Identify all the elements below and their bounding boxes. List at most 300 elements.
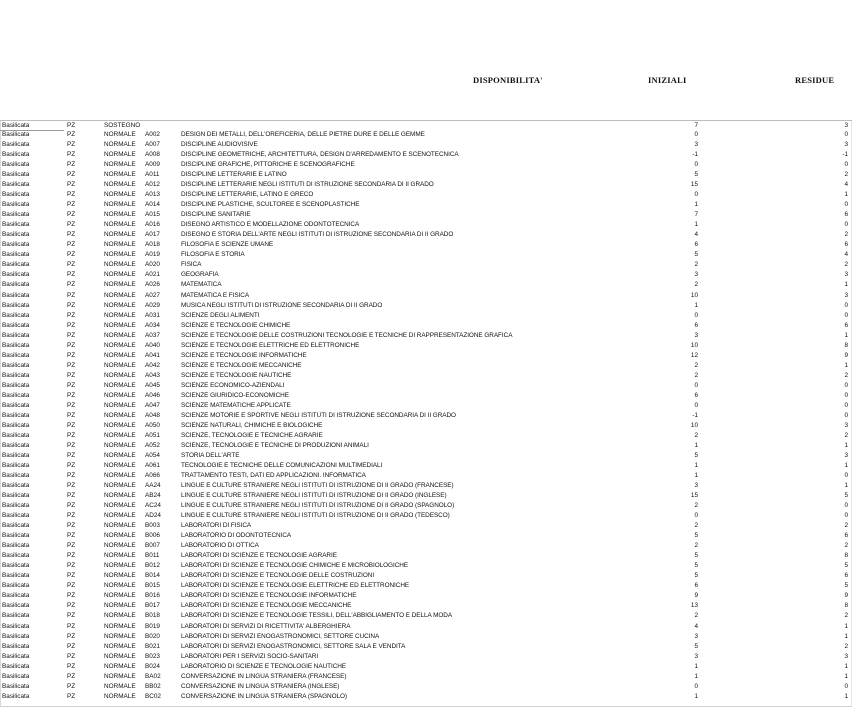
cell-iniziali[interactable]: 2 [694, 542, 698, 550]
cell-iniziali[interactable]: 2 [694, 261, 698, 269]
cell-tipo[interactable]: NORMALE [104, 522, 136, 530]
cell-regione[interactable]: Basilicata [2, 361, 30, 369]
cell-descrizione[interactable]: SCIENZE E TECNOLOGIE MECCANICHE [181, 361, 302, 369]
cell-descrizione[interactable]: LABORATORI DI SERVIZI ENOGASTRONOMICI, SETTORE CUCINA [181, 632, 380, 640]
cell-regione[interactable]: Basilicata [2, 401, 30, 409]
cell-descrizione[interactable]: DESIGN DEI METALLI, DELL'OREFICERIA, DELLE PIETRE DURE E DELLE GEMME [181, 131, 425, 139]
cell-provincia[interactable]: PZ [67, 241, 76, 249]
cell-regione[interactable]: Basilicata [2, 572, 30, 580]
cell-provincia[interactable]: PZ [67, 371, 76, 379]
cell-tipo[interactable]: NORMALE [104, 301, 136, 309]
cell-iniziali[interactable]: 0 [694, 131, 698, 139]
cell-codice[interactable]: B011 [145, 552, 160, 560]
cell-residue[interactable]: 5 [844, 492, 848, 500]
cell-provincia[interactable]: PZ [67, 321, 76, 329]
cell-tipo[interactable]: NORMALE [104, 321, 136, 329]
cell-residue[interactable]: 1 [844, 191, 848, 199]
cell-provincia[interactable]: PZ [67, 441, 76, 449]
cell-codice[interactable]: A018 [145, 241, 160, 249]
cell-provincia[interactable]: PZ [67, 122, 76, 129]
cell-descrizione[interactable]: LINGUE E CULTURE STRANIERE NEGLI ISTITUTI DI ISTRUZIONE DI II GRADO (INGLESE) [181, 492, 447, 500]
cell-provincia[interactable]: PZ [67, 472, 76, 480]
cell-iniziali[interactable]: 15 [690, 181, 698, 189]
cell-provincia[interactable]: PZ [67, 271, 76, 279]
cell-descrizione[interactable]: DISCIPLINE GEOMETRICHE, ARCHITETTURA, DESIGN D'ARREDAMENTO E SCENOTECNICA [181, 151, 459, 159]
cell-iniziali[interactable]: 1 [694, 462, 698, 470]
cell-regione[interactable]: Basilicata [2, 171, 30, 179]
cell-codice[interactable]: A027 [145, 291, 160, 299]
cell-iniziali[interactable]: 6 [694, 321, 698, 329]
cell-provincia[interactable]: PZ [67, 351, 76, 359]
cell-regione[interactable]: Basilicata [2, 492, 30, 500]
cell-descrizione[interactable]: DISCIPLINE PLASTICHE, SCULTOREE E SCENOPLASTICHE [181, 201, 360, 209]
cell-iniziali[interactable]: 13 [690, 602, 698, 610]
cell-provincia[interactable]: PZ [67, 522, 76, 530]
cell-regione[interactable]: Basilicata [2, 512, 30, 520]
cell-iniziali[interactable]: 7 [694, 122, 698, 129]
cell-residue[interactable]: 3 [844, 271, 848, 279]
cell-tipo[interactable]: NORMALE [104, 381, 136, 389]
cell-descrizione[interactable]: LABORATORI PER I SERVIZI SOCIO-SANITARI [181, 652, 319, 660]
cell-provincia[interactable]: PZ [67, 672, 76, 680]
cell-codice[interactable]: AD24 [145, 512, 161, 520]
cell-descrizione[interactable]: LABORATORI DI SCIENZE E TECNOLOGIE DELLE COSTRUZIONI [181, 572, 375, 580]
cell-iniziali[interactable]: 0 [694, 161, 698, 169]
cell-codice[interactable]: A047 [145, 401, 160, 409]
cell-descrizione[interactable]: CONVERSAZIONE IN LINGUA STRANIERA (FRANCESE) [181, 672, 347, 680]
cell-iniziali[interactable]: 3 [694, 271, 698, 279]
cell-residue[interactable]: 1 [844, 441, 848, 449]
cell-residue[interactable]: 0 [844, 131, 848, 139]
cell-residue[interactable]: 1 [844, 462, 848, 470]
cell-residue[interactable]: 8 [844, 602, 848, 610]
cell-descrizione[interactable]: LABORATORI DI SCIENZE E TECNOLOGIE MECCANICHE [181, 602, 352, 610]
cell-iniziali[interactable]: -1 [692, 151, 698, 159]
cell-residue[interactable]: 0 [844, 381, 848, 389]
cell-provincia[interactable]: PZ [67, 692, 76, 700]
cell-descrizione[interactable]: LINGUE E CULTURE STRANIERE NEGLI ISTITUTI DI ISTRUZIONE DI II GRADO (TEDESCO) [181, 512, 450, 520]
cell-codice[interactable]: A061 [145, 462, 160, 470]
cell-regione[interactable]: Basilicata [2, 131, 30, 139]
cell-residue[interactable]: 0 [844, 311, 848, 319]
cell-regione[interactable]: Basilicata [2, 351, 30, 359]
cell-residue[interactable]: 5 [844, 562, 848, 570]
cell-tipo[interactable]: NORMALE [104, 562, 136, 570]
cell-regione[interactable]: Basilicata [2, 271, 30, 279]
cell-provincia[interactable]: PZ [67, 171, 76, 179]
cell-codice[interactable]: A012 [145, 181, 160, 189]
cell-provincia[interactable]: PZ [67, 572, 76, 580]
cell-tipo[interactable]: NORMALE [104, 542, 136, 550]
cell-tipo[interactable]: SOSTEGNO [104, 122, 141, 129]
cell-tipo[interactable]: NORMALE [104, 411, 136, 419]
cell-provincia[interactable]: PZ [67, 652, 76, 660]
cell-regione[interactable]: Basilicata [2, 321, 30, 329]
cell-regione[interactable]: Basilicata [2, 301, 30, 309]
cell-descrizione[interactable]: MATEMATICA [181, 281, 222, 289]
cell-tipo[interactable]: NORMALE [104, 532, 136, 540]
cell-provincia[interactable]: PZ [67, 161, 76, 169]
cell-codice[interactable]: B007 [145, 542, 160, 550]
cell-tipo[interactable]: NORMALE [104, 141, 136, 149]
cell-codice[interactable]: A002 [145, 131, 160, 139]
cell-provincia[interactable]: PZ [67, 431, 76, 439]
cell-iniziali[interactable]: 5 [694, 171, 698, 179]
cell-tipo[interactable]: NORMALE [104, 201, 136, 209]
cell-provincia[interactable]: PZ [67, 542, 76, 550]
cell-codice[interactable]: A008 [145, 151, 160, 159]
cell-codice[interactable]: A045 [145, 381, 160, 389]
cell-codice[interactable]: B017 [145, 602, 160, 610]
cell-descrizione[interactable]: FILOSOFIA E SCIENZE UMANE [181, 241, 274, 249]
cell-iniziali[interactable]: 4 [694, 231, 698, 239]
cell-provincia[interactable]: PZ [67, 401, 76, 409]
cell-iniziali[interactable]: 5 [694, 552, 698, 560]
cell-regione[interactable]: Basilicata [2, 281, 30, 289]
cell-iniziali[interactable]: 5 [694, 572, 698, 580]
cell-residue[interactable]: 1 [844, 632, 848, 640]
cell-iniziali[interactable]: 9 [694, 592, 698, 600]
cell-descrizione[interactable]: TECNOLOGIE E TECNICHE DELLE COMUNICAZIONI MULTIMEDIALI [181, 462, 383, 470]
cell-iniziali[interactable]: 3 [694, 632, 698, 640]
cell-iniziali[interactable]: 15 [690, 492, 698, 500]
cell-descrizione[interactable]: CONVERSAZIONE IN LINGUA STRANIERA (INGLESE) [181, 682, 340, 690]
cell-iniziali[interactable]: 2 [694, 371, 698, 379]
cell-residue[interactable]: 2 [844, 431, 848, 439]
cell-regione[interactable]: Basilicata [2, 311, 30, 319]
cell-provincia[interactable]: PZ [67, 512, 76, 520]
cell-tipo[interactable]: NORMALE [104, 131, 136, 139]
cell-codice[interactable]: BA02 [145, 672, 161, 680]
cell-provincia[interactable]: PZ [67, 592, 76, 600]
cell-codice[interactable]: B006 [145, 532, 160, 540]
cell-residue[interactable]: 2 [844, 522, 848, 530]
cell-residue[interactable]: 0 [844, 301, 848, 309]
cell-residue[interactable]: 1 [844, 692, 848, 700]
cell-iniziali[interactable]: 2 [694, 522, 698, 530]
cell-regione[interactable]: Basilicata [2, 211, 30, 219]
cell-residue[interactable]: 2 [844, 371, 848, 379]
cell-tipo[interactable]: NORMALE [104, 572, 136, 580]
cell-provincia[interactable]: PZ [67, 381, 76, 389]
cell-codice[interactable]: B015 [145, 582, 160, 590]
cell-tipo[interactable]: NORMALE [104, 271, 136, 279]
cell-tipo[interactable]: NORMALE [104, 612, 136, 620]
cell-descrizione[interactable]: DISCIPLINE GRAFICHE, PITTORICHE E SCENOGRAFICHE [181, 161, 355, 169]
cell-residue[interactable]: 1 [844, 622, 848, 630]
cell-residue[interactable]: 0 [844, 512, 848, 520]
cell-codice[interactable]: B014 [145, 572, 160, 580]
cell-tipo[interactable]: NORMALE [104, 351, 136, 359]
cell-descrizione[interactable]: SCIENZE NATURALI, CHIMICHE E BIOLOGICHE [181, 421, 323, 429]
cell-regione[interactable]: Basilicata [2, 341, 30, 349]
cell-provincia[interactable]: PZ [67, 562, 76, 570]
cell-descrizione[interactable]: DISCIPLINE SANITARIE [181, 211, 251, 219]
cell-regione[interactable]: Basilicata [2, 462, 30, 470]
cell-codice[interactable]: A014 [145, 201, 160, 209]
cell-codice[interactable]: A043 [145, 371, 160, 379]
cell-residue[interactable]: 6 [844, 241, 848, 249]
cell-provincia[interactable]: PZ [67, 552, 76, 560]
cell-regione[interactable]: Basilicata [2, 632, 30, 640]
cell-provincia[interactable]: PZ [67, 642, 76, 650]
cell-iniziali[interactable]: 5 [694, 642, 698, 650]
cell-codice[interactable]: A042 [145, 361, 160, 369]
cell-codice[interactable]: A013 [145, 191, 160, 199]
cell-tipo[interactable]: NORMALE [104, 161, 136, 169]
cell-provincia[interactable]: PZ [67, 602, 76, 610]
cell-tipo[interactable]: NORMALE [104, 421, 136, 429]
cell-codice[interactable]: A066 [145, 472, 160, 480]
cell-tipo[interactable]: NORMALE [104, 451, 136, 459]
cell-regione[interactable]: Basilicata [2, 431, 30, 439]
cell-tipo[interactable]: NORMALE [104, 512, 136, 520]
cell-regione[interactable]: Basilicata [2, 682, 30, 690]
cell-iniziali[interactable]: 10 [690, 421, 698, 429]
cell-descrizione[interactable]: DISCIPLINE LETTERARIE E LATINO [181, 171, 287, 179]
cell-tipo[interactable]: NORMALE [104, 341, 136, 349]
cell-regione[interactable]: Basilicata [2, 241, 30, 249]
cell-codice[interactable]: A052 [145, 441, 160, 449]
cell-tipo[interactable]: NORMALE [104, 171, 136, 179]
cell-provincia[interactable]: PZ [67, 391, 76, 399]
cell-provincia[interactable]: PZ [67, 191, 76, 199]
cell-iniziali[interactable]: 0 [694, 381, 698, 389]
cell-codice[interactable]: A007 [145, 141, 160, 149]
cell-regione[interactable]: Basilicata [2, 181, 30, 189]
cell-descrizione[interactable]: DISEGNO E STORIA DELL'ARTE NEGLI ISTITUTI DI ISTRUZIONE SECONDARIA DI II GRADO [181, 231, 454, 239]
cell-regione[interactable]: Basilicata [2, 552, 30, 560]
cell-residue[interactable]: 0 [844, 201, 848, 209]
cell-residue[interactable]: 9 [844, 351, 848, 359]
cell-regione[interactable]: Basilicata [2, 451, 30, 459]
cell-tipo[interactable]: NORMALE [104, 281, 136, 289]
cell-provincia[interactable]: PZ [67, 131, 76, 139]
cell-residue[interactable]: 3 [844, 122, 848, 129]
cell-residue[interactable]: 0 [844, 221, 848, 229]
cell-regione[interactable]: Basilicata [2, 161, 30, 169]
cell-residue[interactable]: 0 [844, 411, 848, 419]
cell-regione[interactable]: Basilicata [2, 662, 30, 670]
cell-iniziali[interactable]: 3 [694, 331, 698, 339]
cell-tipo[interactable]: NORMALE [104, 361, 136, 369]
cell-provincia[interactable]: PZ [67, 151, 76, 159]
cell-codice[interactable]: A021 [145, 271, 160, 279]
cell-provincia[interactable]: PZ [67, 331, 76, 339]
cell-residue[interactable]: 5 [844, 582, 848, 590]
cell-provincia[interactable]: PZ [67, 662, 76, 670]
cell-iniziali[interactable]: -1 [692, 411, 698, 419]
cell-descrizione[interactable]: LABORATORI DI FISICA [181, 522, 252, 530]
cell-iniziali[interactable]: 1 [694, 201, 698, 209]
cell-residue[interactable]: 1 [844, 482, 848, 490]
cell-codice[interactable]: A050 [145, 421, 160, 429]
cell-descrizione[interactable]: MATEMATICA E FISICA [181, 291, 250, 299]
cell-codice[interactable]: A054 [145, 451, 160, 459]
cell-tipo[interactable]: NORMALE [104, 652, 136, 660]
cell-iniziali[interactable]: 3 [694, 652, 698, 660]
cell-codice[interactable]: A051 [145, 431, 160, 439]
cell-iniziali[interactable]: 0 [694, 512, 698, 520]
cell-descrizione[interactable]: FISICA [181, 261, 202, 269]
cell-provincia[interactable]: PZ [67, 682, 76, 690]
cell-codice[interactable]: A016 [145, 221, 160, 229]
cell-iniziali[interactable]: 5 [694, 451, 698, 459]
cell-provincia[interactable]: PZ [67, 632, 76, 640]
cell-descrizione[interactable]: LABORATORI DI SCIENZE E TECNOLOGIE TESSILI, DELL'ABBIGLIAMENTO E DELLA MODA [181, 612, 453, 620]
cell-codice[interactable]: B020 [145, 632, 160, 640]
cell-residue[interactable]: 8 [844, 552, 848, 560]
cell-descrizione[interactable]: LABORATORIO DI ODONTOTECNICA [181, 532, 292, 540]
cell-regione[interactable]: Basilicata [2, 582, 30, 590]
cell-descrizione[interactable]: SCIENZE E TECNOLOGIE INFORMATICHE [181, 351, 307, 359]
cell-tipo[interactable]: NORMALE [104, 642, 136, 650]
cell-regione[interactable]: Basilicata [2, 692, 30, 700]
cell-residue[interactable]: 4 [844, 251, 848, 259]
cell-regione[interactable]: Basilicata [2, 331, 30, 339]
cell-residue[interactable]: 4 [844, 181, 848, 189]
cell-regione[interactable]: Basilicata [2, 532, 30, 540]
cell-iniziali[interactable]: 2 [694, 431, 698, 439]
cell-residue[interactable]: 2 [844, 612, 848, 620]
cell-codice[interactable]: B023 [145, 652, 160, 660]
cell-provincia[interactable]: PZ [67, 261, 76, 269]
cell-descrizione[interactable]: SCIENZE E TECNOLOGIE ELETTRICHE ED ELETTRONICHE [181, 341, 360, 349]
cell-residue[interactable]: 0 [844, 682, 848, 690]
cell-provincia[interactable]: PZ [67, 301, 76, 309]
cell-provincia[interactable]: PZ [67, 582, 76, 590]
cell-tipo[interactable]: NORMALE [104, 602, 136, 610]
cell-codice[interactable]: B024 [145, 662, 160, 670]
cell-provincia[interactable]: PZ [67, 612, 76, 620]
cell-descrizione[interactable]: FILOSOFIA E STORIA [181, 251, 245, 259]
cell-iniziali[interactable]: 0 [694, 682, 698, 690]
cell-codice[interactable]: A031 [145, 311, 160, 319]
cell-tipo[interactable]: NORMALE [104, 191, 136, 199]
cell-descrizione[interactable]: LABORATORI DI SCIENZE E TECNOLOGIE CHIMICHE E MICROBIOLOGICHE [181, 562, 409, 570]
cell-tipo[interactable]: NORMALE [104, 682, 136, 690]
cell-regione[interactable]: Basilicata [2, 151, 30, 159]
cell-residue[interactable]: 3 [844, 421, 848, 429]
cell-codice[interactable]: A046 [145, 391, 160, 399]
cell-iniziali[interactable]: 1 [694, 692, 698, 700]
cell-iniziali[interactable]: 2 [694, 612, 698, 620]
cell-iniziali[interactable]: 2 [694, 502, 698, 510]
cell-codice[interactable]: A011 [145, 171, 160, 179]
cell-descrizione[interactable]: GEOGRAFIA [181, 271, 219, 279]
cell-descrizione[interactable]: SCIENZE ECONOMICO-AZIENDALI [181, 381, 285, 389]
cell-iniziali[interactable]: 5 [694, 562, 698, 570]
cell-tipo[interactable]: NORMALE [104, 692, 136, 700]
cell-regione[interactable]: Basilicata [2, 122, 30, 129]
cell-codice[interactable]: A017 [145, 231, 160, 239]
cell-tipo[interactable]: NORMALE [104, 221, 136, 229]
cell-descrizione[interactable]: LABORATORI DI SCIENZE E TECNOLOGIE AGRARIE [181, 552, 337, 560]
cell-descrizione[interactable]: SCIENZE MATEMATICHE APPLICATE [181, 401, 291, 409]
cell-descrizione[interactable]: SCIENZE MOTORIE E SPORTIVE NEGLI ISTITUTI DI ISTRUZIONE SECONDARIA DI II GRADO [181, 411, 456, 419]
cell-provincia[interactable]: PZ [67, 411, 76, 419]
cell-provincia[interactable]: PZ [67, 421, 76, 429]
cell-residue[interactable]: 6 [844, 532, 848, 540]
cell-provincia[interactable]: PZ [67, 141, 76, 149]
cell-regione[interactable]: Basilicata [2, 201, 30, 209]
cell-regione[interactable]: Basilicata [2, 652, 30, 660]
cell-iniziali[interactable]: 2 [694, 361, 698, 369]
cell-regione[interactable]: Basilicata [2, 261, 30, 269]
cell-iniziali[interactable]: 0 [694, 401, 698, 409]
cell-codice[interactable]: A029 [145, 301, 160, 309]
cell-regione[interactable]: Basilicata [2, 381, 30, 389]
cell-codice[interactable]: A015 [145, 211, 160, 219]
cell-regione[interactable]: Basilicata [2, 672, 30, 680]
cell-tipo[interactable]: NORMALE [104, 241, 136, 249]
cell-provincia[interactable]: PZ [67, 231, 76, 239]
cell-iniziali[interactable]: 6 [694, 241, 698, 249]
cell-residue[interactable]: 1 [844, 331, 848, 339]
cell-regione[interactable]: Basilicata [2, 191, 30, 199]
cell-codice[interactable]: AC24 [145, 502, 161, 510]
cell-descrizione[interactable]: SCIENZE E TECNOLOGIE CHIMICHE [181, 321, 291, 329]
cell-tipo[interactable]: NORMALE [104, 472, 136, 480]
cell-descrizione[interactable]: LABORATORIO DI OTTICA [181, 542, 259, 550]
cell-descrizione[interactable]: DISCIPLINE AUDIOVISIVE [181, 141, 258, 149]
cell-provincia[interactable]: PZ [67, 221, 76, 229]
cell-iniziali[interactable]: 6 [694, 582, 698, 590]
cell-codice[interactable]: B021 [145, 642, 160, 650]
cell-iniziali[interactable]: 1 [694, 472, 698, 480]
cell-iniziali[interactable]: 5 [694, 251, 698, 259]
cell-tipo[interactable]: NORMALE [104, 441, 136, 449]
cell-residue[interactable]: 0 [844, 161, 848, 169]
cell-descrizione[interactable]: SCIENZE E TECNOLOGIE NAUTICHE [181, 371, 292, 379]
cell-residue[interactable]: 8 [844, 341, 848, 349]
cell-tipo[interactable]: NORMALE [104, 251, 136, 259]
cell-codice[interactable]: A026 [145, 281, 160, 289]
cell-tipo[interactable]: NORMALE [104, 431, 136, 439]
cell-descrizione[interactable]: DISCIPLINE LETTERARIE, LATINO E GRECO [181, 191, 314, 199]
cell-residue[interactable]: 6 [844, 321, 848, 329]
cell-codice[interactable]: A037 [145, 331, 160, 339]
cell-tipo[interactable]: NORMALE [104, 482, 136, 490]
cell-provincia[interactable]: PZ [67, 492, 76, 500]
cell-tipo[interactable]: NORMALE [104, 492, 136, 500]
cell-provincia[interactable]: PZ [67, 361, 76, 369]
cell-provincia[interactable]: PZ [67, 462, 76, 470]
cell-regione[interactable]: Basilicata [2, 502, 30, 510]
cell-tipo[interactable]: NORMALE [104, 592, 136, 600]
cell-iniziali[interactable]: 1 [694, 221, 698, 229]
cell-regione[interactable]: Basilicata [2, 612, 30, 620]
cell-regione[interactable]: Basilicata [2, 592, 30, 600]
cell-residue[interactable]: 0 [844, 472, 848, 480]
cell-residue[interactable]: 2 [844, 171, 848, 179]
cell-residue[interactable]: 1 [844, 361, 848, 369]
cell-residue[interactable]: -1 [842, 151, 848, 159]
cell-regione[interactable]: Basilicata [2, 231, 30, 239]
cell-regione[interactable]: Basilicata [2, 602, 30, 610]
cell-tipo[interactable]: NORMALE [104, 331, 136, 339]
cell-descrizione[interactable]: SCIENZE DEGLI ALIMENTI [181, 311, 260, 319]
cell-tipo[interactable]: NORMALE [104, 371, 136, 379]
cell-provincia[interactable]: PZ [67, 482, 76, 490]
cell-iniziali[interactable]: 1 [694, 441, 698, 449]
cell-provincia[interactable]: PZ [67, 341, 76, 349]
cell-iniziali[interactable]: 0 [694, 311, 698, 319]
cell-tipo[interactable]: NORMALE [104, 211, 136, 219]
cell-residue[interactable]: 3 [844, 652, 848, 660]
cell-iniziali[interactable]: 6 [694, 391, 698, 399]
cell-tipo[interactable]: NORMALE [104, 261, 136, 269]
